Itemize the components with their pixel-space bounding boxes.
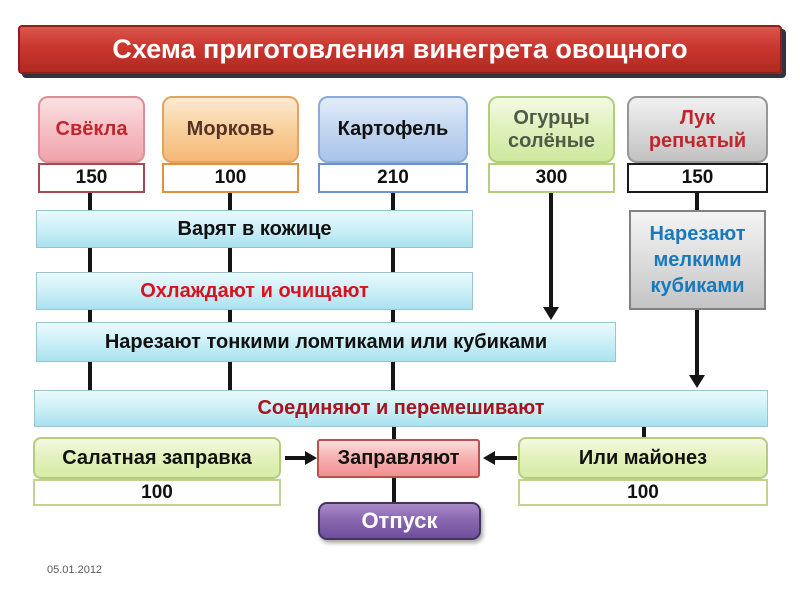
quantity-beet: 150 xyxy=(38,163,145,193)
connector-line xyxy=(642,427,646,437)
connector-line xyxy=(88,193,92,210)
ingredient-potato: Картофель xyxy=(318,96,468,163)
arrow-down-icon xyxy=(689,375,705,388)
quantity-carrot: 100 xyxy=(162,163,299,193)
step-cool: Охлаждают и очищают xyxy=(36,272,473,310)
quantity-cucumbers: 300 xyxy=(488,163,615,193)
connector-line xyxy=(88,362,92,390)
step-serve: Отпуск xyxy=(318,502,481,540)
connector-line-onion xyxy=(695,193,699,210)
connector-line xyxy=(392,427,396,439)
mayonnaise-quantity: 100 xyxy=(518,479,768,506)
salad-dressing-box: Салатная заправка xyxy=(33,437,281,479)
connector-line-cucumber xyxy=(549,193,553,308)
step-slice: Нарезают тонкими ломтиками или кубиками xyxy=(36,322,616,362)
connector-line xyxy=(228,248,232,272)
connector-line xyxy=(285,456,307,460)
connector-line xyxy=(391,193,395,210)
quantity-onion: 150 xyxy=(627,163,768,193)
connector-line xyxy=(228,310,232,322)
connector-line xyxy=(391,248,395,272)
arrow-left-icon xyxy=(483,451,495,465)
ingredient-beet: Свёкла xyxy=(38,96,145,163)
mayonnaise-box: Или майонез xyxy=(518,437,768,479)
step-dress: Заправляют xyxy=(317,439,480,478)
connector-line xyxy=(392,478,396,502)
quantity-potato: 210 xyxy=(318,163,468,193)
ingredient-onion: Лук репчатый xyxy=(627,96,768,163)
connector-line xyxy=(391,310,395,322)
step-combine: Соединяют и перемешивают xyxy=(34,390,768,427)
ingredient-carrot: Морковь xyxy=(162,96,299,163)
salad-dressing-quantity: 100 xyxy=(33,479,281,506)
connector-line xyxy=(88,310,92,322)
ingredient-cucumbers: Огурцы солёные xyxy=(488,96,615,163)
connector-line xyxy=(495,456,517,460)
slide-date: 05.01.2012 xyxy=(47,564,103,576)
arrow-right-icon xyxy=(305,451,317,465)
slide-title: Схема приготовления винегрета овощного xyxy=(18,25,782,74)
connector-line xyxy=(391,362,395,390)
step-dice-small: Нарезают мелкими кубиками xyxy=(629,210,766,310)
connector-line xyxy=(228,362,232,390)
step-boil: Варят в кожице xyxy=(36,210,473,248)
connector-line xyxy=(88,248,92,272)
connector-line-onion xyxy=(695,310,699,376)
arrow-down-icon xyxy=(543,307,559,320)
connector-line xyxy=(228,193,232,210)
